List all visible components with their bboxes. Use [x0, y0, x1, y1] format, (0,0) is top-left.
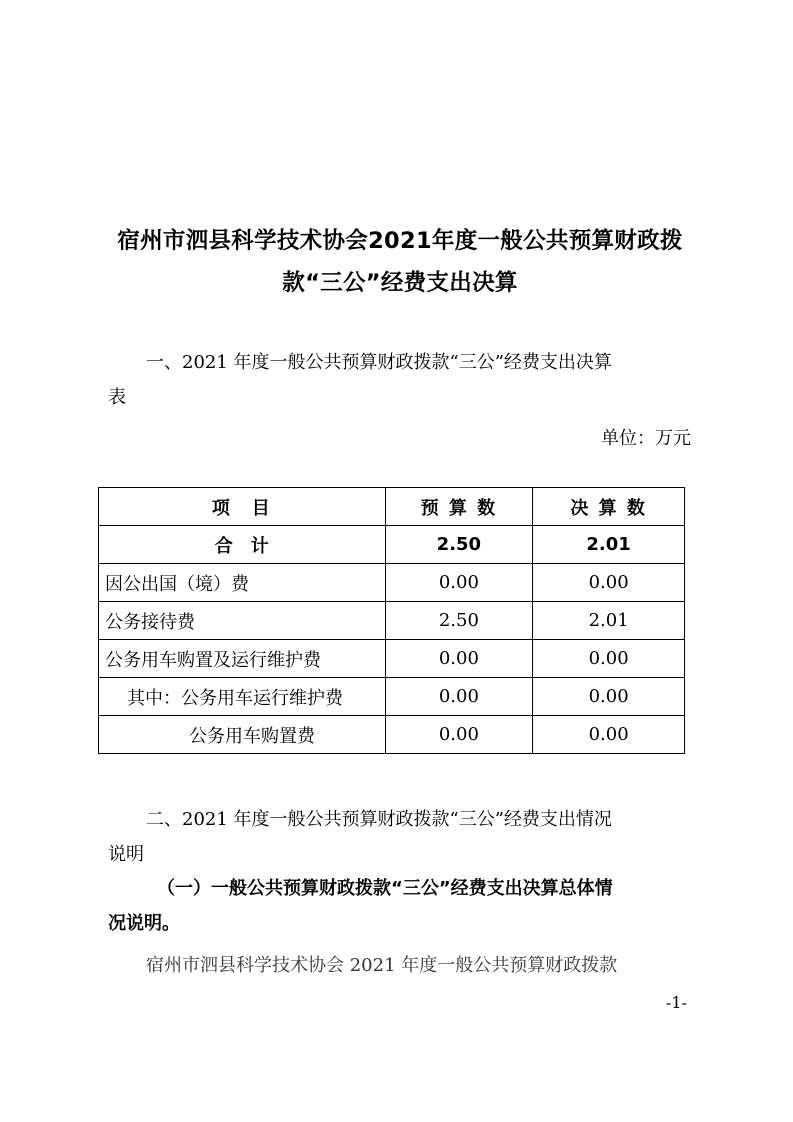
- section-2-heading: 二、2021 年度一般公共预算财政拨款“三公”经费支出情况: [146, 809, 612, 830]
- title-line-2: 款“三公”经费支出决算: [282, 270, 518, 296]
- section-1-heading: 一、2021 年度一般公共预算财政拨款“三公”经费支出决算: [146, 352, 612, 373]
- total-final: 2.01: [533, 526, 685, 564]
- row-budget: 0.00: [385, 678, 533, 716]
- row-budget: 0.00: [385, 564, 533, 602]
- row-final: 0.00: [533, 716, 685, 754]
- row-label: 公务用车购置费: [99, 716, 386, 754]
- row-budget: 2.50: [385, 602, 533, 640]
- title-line-1: 宿州市泗县科学技术协会2021年度一般公共预算财政拨: [117, 228, 683, 254]
- row-final: 0.00: [533, 640, 685, 678]
- unit-label: 单位：万元: [601, 428, 691, 449]
- row-budget: 0.00: [385, 716, 533, 754]
- document-title: [95, 220, 705, 304]
- header-final: 决 算 数: [533, 488, 685, 526]
- row-budget: 0.00: [385, 640, 533, 678]
- table-row: [99, 602, 685, 640]
- row-label: 其中：公务用车运行维护费: [99, 678, 386, 716]
- section-2-heading-cont: 说明: [108, 844, 144, 865]
- row-label: 因公出国（境）费: [99, 564, 386, 602]
- total-budget: 2.50: [385, 526, 533, 564]
- table-row: [99, 678, 685, 716]
- subsection-1-heading: （一）一般公共预算财政拨款“三公”经费支出决算总体情: [157, 878, 613, 899]
- table-header-row: [99, 488, 685, 526]
- header-budget: 预 算 数: [385, 488, 533, 526]
- page-number: -1-: [666, 993, 687, 1012]
- table-row: [99, 640, 685, 678]
- header-item: 项 目: [99, 488, 386, 526]
- subsection-1-heading-cont: 况说明。: [108, 913, 180, 934]
- row-final: 0.00: [533, 564, 685, 602]
- row-label: 公务接待费: [99, 602, 386, 640]
- row-label: 公务用车购置及运行维护费: [99, 640, 386, 678]
- body-paragraph: 宿州市泗县科学技术协会 2021 年度一般公共预算财政拨款: [146, 955, 618, 976]
- total-label: 合 计: [99, 526, 386, 564]
- section-1-heading-cont: 表: [108, 387, 126, 408]
- three-public-expenses-table: [98, 487, 685, 754]
- row-final: 0.00: [533, 678, 685, 716]
- table-row: [99, 716, 685, 754]
- row-final: 2.01: [533, 602, 685, 640]
- table-row: [99, 564, 685, 602]
- table-total-row: [99, 526, 685, 564]
